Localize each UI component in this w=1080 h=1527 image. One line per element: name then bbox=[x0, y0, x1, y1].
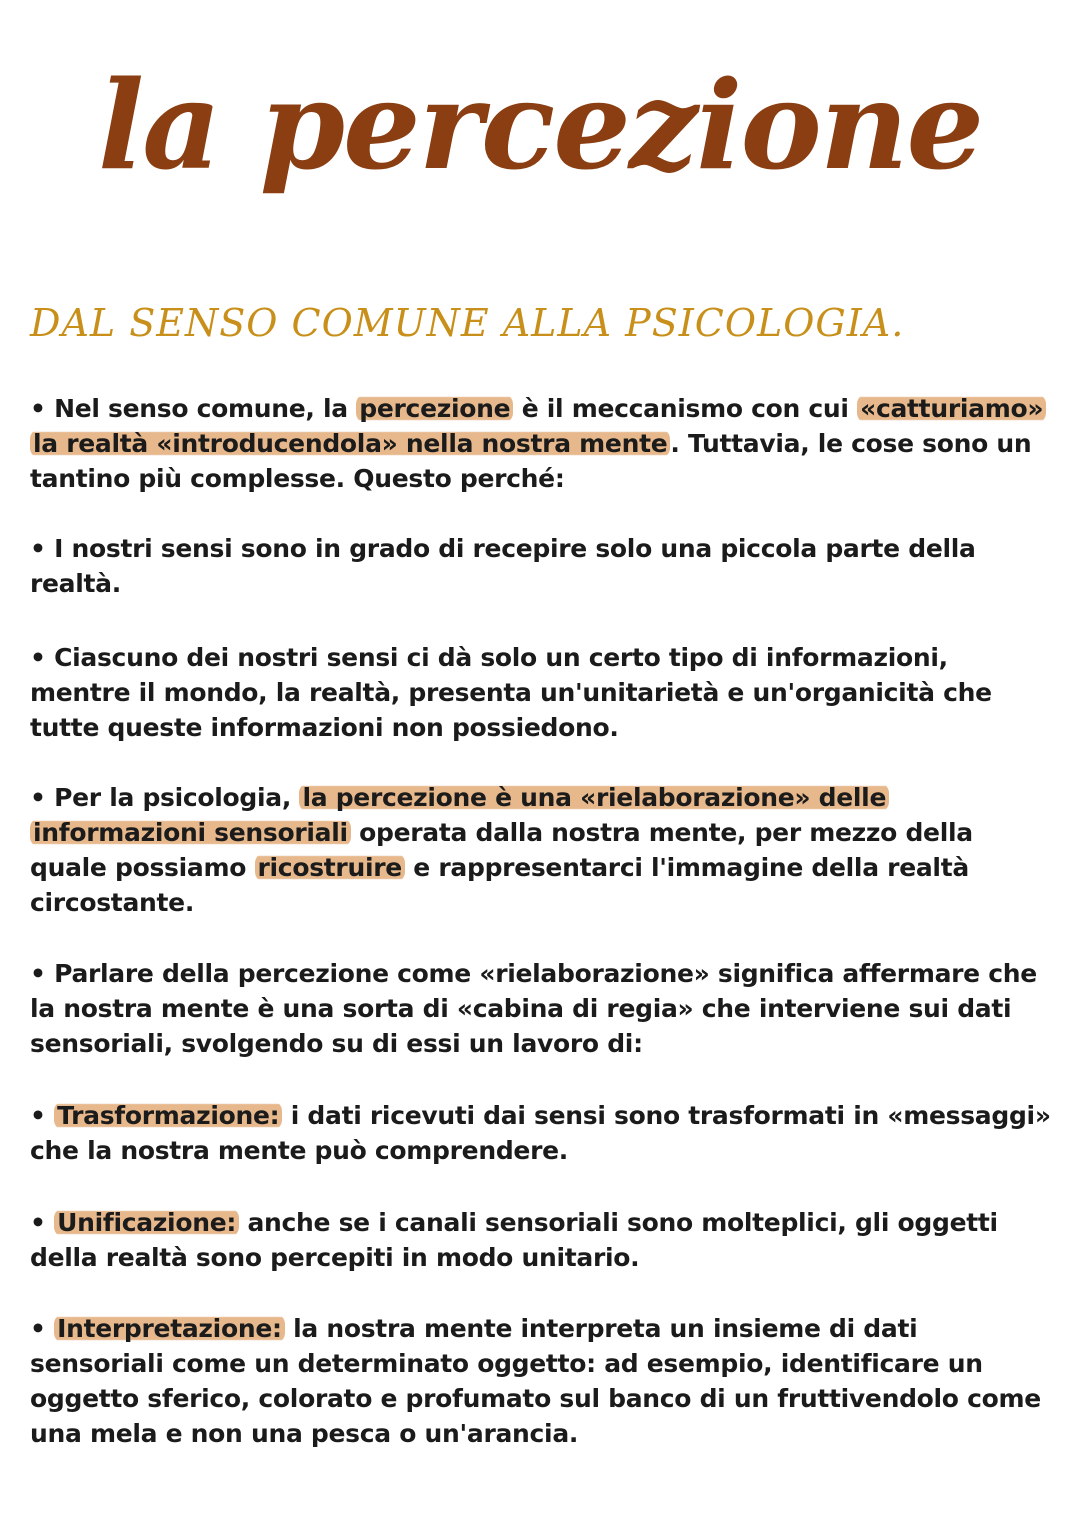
highlight-rielaborazione: la percezione è una «rielaborazione» delle informazioni sensoriali bbox=[30, 783, 889, 847]
highlight-interpretazione: Interpretazione: bbox=[54, 1314, 285, 1343]
paragraph-ciascuno bbox=[30, 640, 1055, 745]
paragraph-cabina-regia bbox=[30, 956, 1055, 1061]
page-title: la percezione bbox=[97, 53, 983, 197]
highlight-trasformazione: Trasformazione: bbox=[54, 1101, 282, 1130]
highlight-ricostruire: ricostruire bbox=[255, 853, 405, 882]
bullet: • bbox=[30, 959, 46, 988]
text: anche se i canali sensoriali sono molteplici, gli oggetti della realtà sono percepiti in modo unitario. bbox=[30, 1208, 998, 1272]
bullet: • bbox=[30, 1101, 46, 1130]
bullet: • bbox=[30, 534, 46, 563]
bullet: • bbox=[30, 643, 46, 672]
text: Ciascuno dei nostri sensi ci dà solo un certo tipo di informazioni, mentre il mondo, la realtà, presenta un'unitarietà e un'organicità che tutte queste informazioni non possiedono. bbox=[30, 643, 992, 742]
section-heading: DAL SENSO COMUNE ALLA PSICOLOGIA. bbox=[30, 301, 905, 345]
highlight-unificazione: Unificazione: bbox=[54, 1208, 239, 1237]
text: operata dalla nostra mente, per mezzo della quale possiamo bbox=[30, 818, 973, 882]
bullet: • bbox=[30, 1314, 46, 1343]
highlight-catturiamo: «catturiamo» la realtà «introducendola» nella nostra mente bbox=[30, 394, 1046, 458]
highlight-percezione: percezione bbox=[356, 394, 513, 423]
text: . Tuttavia, le cose sono un tantino più complesse. Questo perché: bbox=[30, 429, 1032, 493]
paragraph-psicologia bbox=[30, 780, 1055, 920]
text: i dati ricevuti dai sensi sono trasformati in «messaggi» che la nostra mente può comprendere. bbox=[30, 1101, 1051, 1165]
bullet: • bbox=[30, 783, 46, 812]
bullet: • bbox=[30, 1208, 46, 1237]
text: è il meccanismo con cui bbox=[513, 394, 858, 423]
text: Parlare della percezione come «rielaborazione» significa affermare che la nostra mente è una sorta di «cabina di regia» che interviene sui dati sensoriali, svolgendo su di essi un lavoro di: bbox=[30, 959, 1037, 1058]
text: I nostri sensi sono in grado di recepire solo una piccola parte della realtà. bbox=[30, 534, 976, 598]
paragraph-sensi bbox=[30, 531, 1055, 601]
paragraph-unificazione bbox=[30, 1205, 1055, 1275]
paragraph-trasformazione bbox=[30, 1098, 1055, 1168]
paragraph-senso-comune bbox=[30, 391, 1055, 496]
text: la nostra mente interpreta un insieme di dati sensoriali come un determinato oggetto: ad esempio, identificare un oggetto sferico, colorato e profumato sul banco di un fruttivendolo come una mela e non una pesca o un'arancia. bbox=[30, 1314, 1041, 1448]
text: Nel senso comune, la bbox=[45, 394, 357, 423]
text: Per la psicologia, bbox=[45, 783, 300, 812]
bullet: • bbox=[30, 394, 46, 423]
paragraph-interpretazione bbox=[30, 1311, 1055, 1451]
text: e rappresentarci l'immagine della realtà circostante. bbox=[30, 853, 969, 917]
